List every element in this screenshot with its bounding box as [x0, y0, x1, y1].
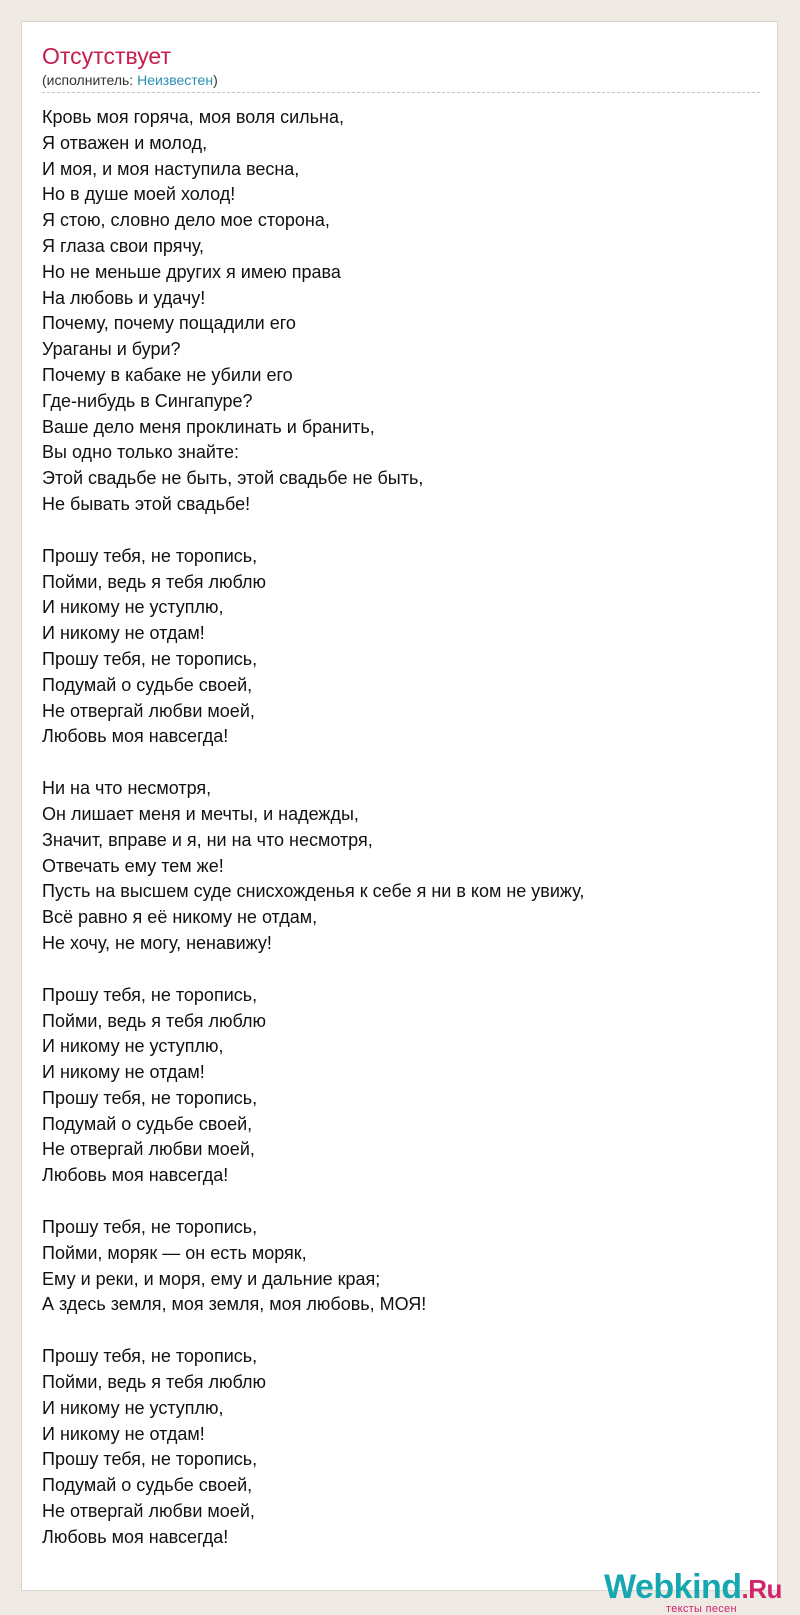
lyrics-line: На любовь и удачу!: [42, 287, 206, 308]
lyrics-line: И никому не уступлю,: [42, 1036, 224, 1057]
site-logo[interactable]: [604, 1569, 799, 1615]
title-divider: [42, 92, 760, 93]
lyrics-stanza: [42, 1344, 762, 1550]
artist-suffix: ): [213, 72, 218, 88]
lyrics-line: Вы одно только знайте:: [42, 442, 239, 463]
lyrics-line: Не бывать этой свадьбе!: [42, 493, 251, 514]
lyrics-line: И никому не отдам!: [42, 1062, 205, 1083]
lyrics-line: Значит, вправе и я, ни на что несмотря,: [42, 829, 373, 850]
lyrics-line: Не отвергай любви моей,: [42, 1139, 255, 1160]
lyrics-line: Ураганы и бури?: [42, 339, 181, 360]
lyrics-line: Этой свадьбе не быть, этой свадьбе не быть,: [42, 468, 424, 489]
lyrics-line: А здесь земля, моя земля, моя любовь, МОЯ!: [42, 1294, 427, 1315]
lyrics-line: И никому не уступлю,: [42, 597, 224, 618]
lyrics-line: Любовь моя навсегда!: [42, 1526, 229, 1547]
lyrics-stanza: [42, 544, 762, 750]
lyrics-card: [21, 21, 782, 1615]
lyrics-line: Почему в кабаке не убили его: [42, 364, 293, 385]
artist-link[interactable]: Неизвестен: [137, 72, 214, 88]
lyrics-line: Подумай о судьбе своей,: [42, 674, 253, 695]
lyrics-line: И никому не отдам!: [42, 623, 205, 644]
lyrics-line: И никому не отдам!: [42, 1423, 205, 1444]
lyrics-line: Где-нибудь в Сингапуре?: [42, 390, 253, 411]
lyrics-stanza: [42, 105, 762, 518]
lyrics-stanza: [42, 983, 762, 1189]
lyrics-line: Любовь моя навсегда!: [42, 1165, 229, 1186]
lyrics-line: Пойми, ведь я тебя люблю: [42, 1372, 267, 1393]
lyrics-line: Почему, почему пощадили его: [42, 313, 296, 334]
artist-prefix: (исполнитель:: [42, 72, 138, 88]
song-title: Отсутствует: [42, 43, 171, 69]
logo-tld: .Ru: [741, 1574, 782, 1604]
lyrics-line: Прошу тебя, не торопись,: [42, 984, 258, 1005]
lyrics-line: Прошу тебя, не торопись,: [42, 1346, 258, 1367]
lyrics-line: И никому не уступлю,: [42, 1397, 224, 1418]
lyrics-line: Любовь моя навсегда!: [42, 726, 229, 747]
logo-tagline: тексты песен: [666, 1603, 737, 1615]
lyrics-line: Я отважен и молод,: [42, 132, 208, 153]
lyrics-line: Но не меньше других я имею права: [42, 261, 341, 282]
lyrics-line: Он лишает меня и мечты, и надежды,: [42, 803, 359, 824]
lyrics-line: Я глаза свои прячу,: [42, 235, 205, 256]
lyrics-line: Подумай о судьбе своей,: [42, 1113, 253, 1134]
lyrics-line: Не хочу, не могу, ненавижу!: [42, 932, 272, 953]
logo-main-text: Webkind: [604, 1568, 742, 1606]
lyrics-line: И моя, и моя наступила весна,: [42, 158, 300, 179]
lyrics-line: Прошу тебя, не торопись,: [42, 1449, 258, 1470]
lyrics-line: Подумай о судьбе своей,: [42, 1475, 253, 1496]
lyrics-line: Пусть на высшем суде снисхожденья к себе я ни в ком не увижу,: [42, 881, 585, 902]
lyrics-line: Пойми, моряк — он есть моряк,: [42, 1242, 307, 1263]
lyrics-line: Прошу тебя, не торопись,: [42, 648, 258, 669]
lyrics-line: Ни на что несмотря,: [42, 778, 212, 799]
lyrics-line: Ваше дело меня проклинать и бранить,: [42, 416, 375, 437]
lyrics-line: Не отвергай любви моей,: [42, 700, 255, 721]
lyrics-line: Ему и реки, и моря, ему и дальние края;: [42, 1268, 381, 1289]
lyrics-line: Не отвергай любви моей,: [42, 1501, 255, 1522]
lyrics-line: Кровь моя горяча, моя воля сильна,: [42, 107, 344, 127]
lyrics-line: Прошу тебя, не торопись,: [42, 545, 258, 566]
lyrics-line: Прошу тебя, не торопись,: [42, 1087, 258, 1108]
lyrics-line: Пойми, ведь я тебя люблю: [42, 571, 267, 592]
lyrics-line: Всё равно я её никому не отдам,: [42, 907, 318, 928]
lyrics-line: Прошу тебя, не торопись,: [42, 1217, 258, 1238]
artist-line: [42, 72, 218, 88]
lyrics-stanza: [42, 1215, 762, 1318]
lyrics-line: Но в душе моей холод!: [42, 184, 236, 205]
lyrics-line: Отвечать ему тем же!: [42, 855, 224, 876]
logo-wordmark: [604, 1569, 782, 1607]
lyrics-stanza: [42, 776, 762, 957]
lyrics-line: Пойми, ведь я тебя люблю: [42, 1010, 267, 1031]
lyrics-text: [42, 105, 762, 1577]
lyrics-line: Я стою, словно дело мое сторона,: [42, 210, 330, 231]
